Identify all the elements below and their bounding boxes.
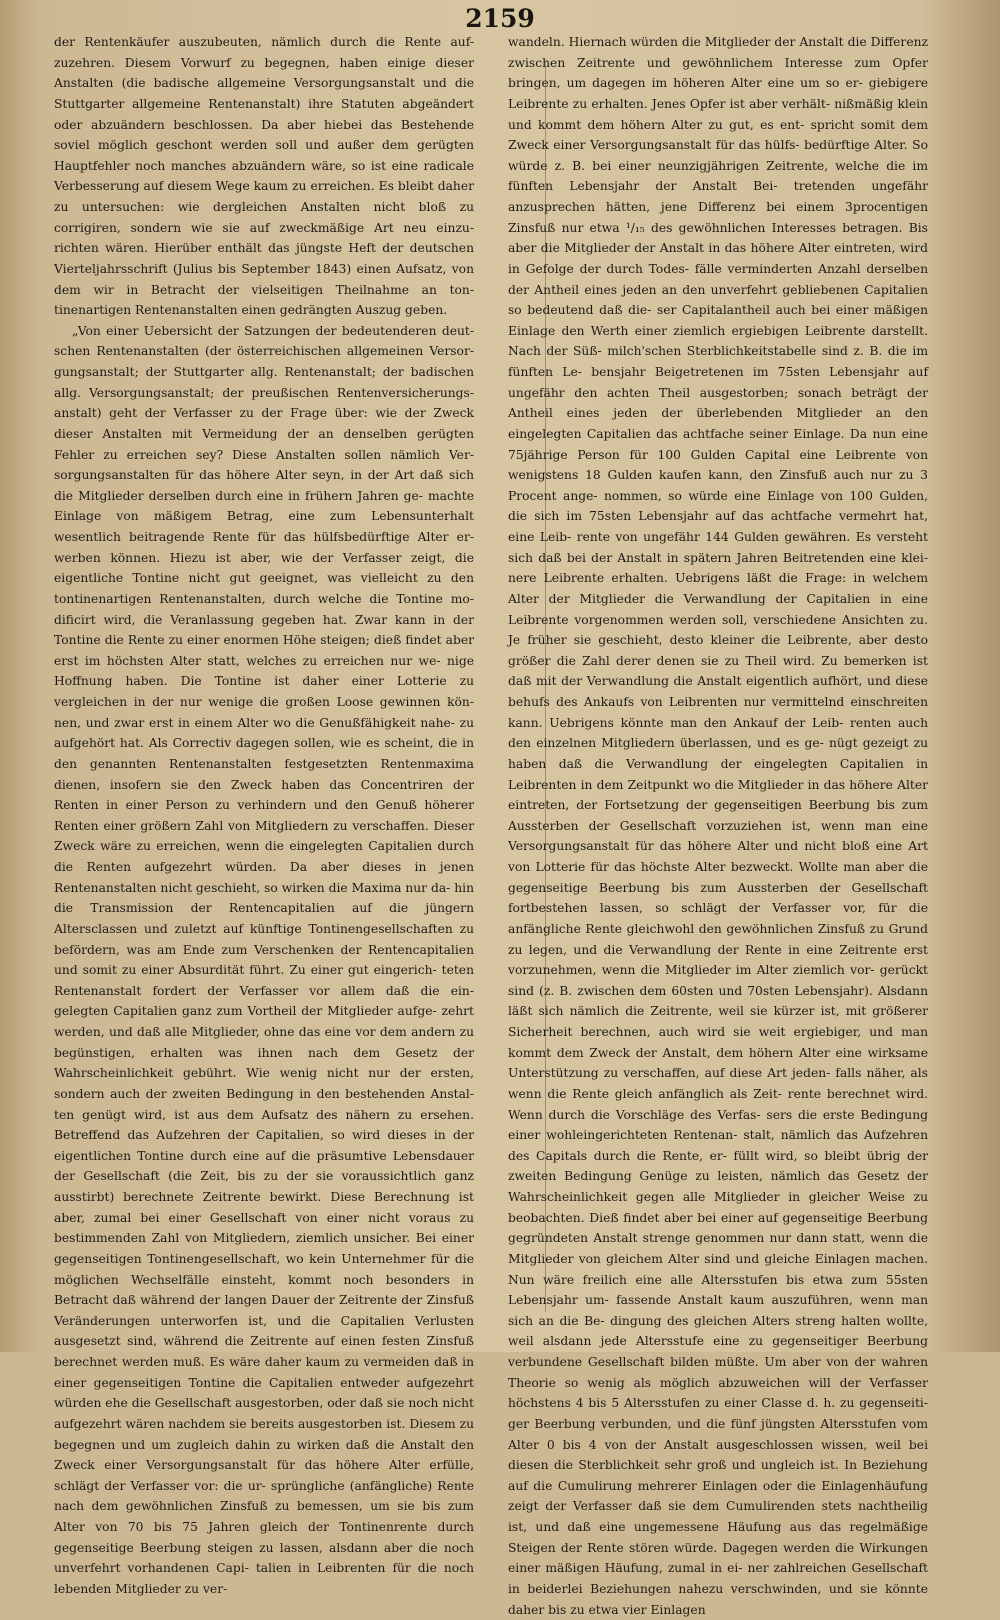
left-column <box>54 32 474 1600</box>
left-paragraph-1: der Rentenkäufer auszubeuten, nämlich durch die Rente auf- zuzehren. Diesem Vorwurf zu begegnen, haben einige dieser Anstalten (die badische allgemeine Versorgungsanstalt und die Stuttgarter allgemeine Rentenanstalt) ihre Statuten abgeändert oder abzuändern beschlossen. Da aber hiebei das Bestehende soviel möglich geschont werden soll und außer dem gerügten Hauptfehler noch manches abzuändern wäre, so ist eine radicale Verbesserung auf diesem Wege kaum zu erreichen. Es bleibt daher zu untersuchen: wie dergleichen Anstalten nicht bloß zu corrigiren, sondern wie sie auf zweckmäßige Art neu einzu- richten wären. Hierüber enthält das jüngste Heft der deutschen Vierteljahrsschrift (Julius bis September 1843) einen Aufsatz, von dem wir in Betracht der vielseitigen Theilnahme an ton- tinenartigen Rentenanstalten einen gedrängten Auszug geben. <box>54 35 474 318</box>
text-columns <box>54 32 948 1617</box>
right-paragraph-1: wandeln. Hiernach würden die Mitglieder der Anstalt die Differenz zwischen Zeitrente und gewöhnlichem Interesse zum Opfer bringen, um dagegen im höheren Alter eine um so er- giebigere Leibrente zu erhalten. Jenes Opfer ist aber verhält- nißmäßig klein und kommt dem höhern Alter zu gut, es ent- spricht somit dem Zweck einer Versorgungsanstalt für das hülfs- bedürftige Alter. So würde z. B. bei einer neunzigjährigen Zeitrente, welche die im fünften Lebensjahr der Anstalt Bei- tretenden ungefähr anzusprechen hätten, jene Differenz bei einem 3procentigen Zinsfuß nur etwa ¹/₁₅ des gewöhnlichen Interesses betragen. Bis aber die Mitglieder der Anstalt in das höhere Alter eintreten, wird in Gefolge der durch Todes- fälle verminderten Anzahl derselben der Antheil eines jeden an den unverfehrt gebliebenen Capitalien so bedeutend daß die- ser Capitalantheil auch bei einer mäßigen Einlage den Werth einer ziemlich ergiebigen Leibrente darstellt. Nach der Süß- milch'schen Sterblichkeitstabelle sind z. B. die im fünften Le- bensjahr Beigetretenen im 75sten Lebensjahr auf ungefähr den achten Theil ausgestorben; sonach beträgt der Antheil eines jeden der überlebenden Mitglieder an den eingelegten Capitalien das achtfache seiner Einlage. Da nun eine 75jährige Person für 100 Gulden Capital eine Leibrente von wenigstens 18 Gulden kaufen kann, den Zinsfuß auch nur zu 3 Procent ange- nommen, so würde eine Einlage von 100 Gulden, die sich im 75sten Lebensjahr auf das achtfache vermehrt hat, eine Leib- rente von ungefähr 144 Gulden gewähren. Es versteht sich daß bei der Anstalt in spätern Jahren Beitretenden eine klei- nere Leibrente erhalten. Uebrigens läßt die Frage: in welchem Alter der Mitglieder die Verwandlung der Capitalien in eine Leibrente vorgenommen werden soll, verschiedene Ansichten zu. Je früher sie geschieht, desto kleiner die Leibrente, aber desto größer die Zahl derer denen sie zu Theil wird. Zu bemerken ist daß mit der Verwandlung die Anstalt eigentlich aufhört, und diese behufs des Ankaufs von Leibrenten nur vermittelnd einschreiten kann. Uebrigens könnte man den Ankauf der Leib- renten auch den einzelnen Mitgliedern überlassen, und es ge- nügt gezeigt zu haben daß die Verwandlung der eingelegten Capitalien in Leibrenten in dem Zeitpunkt wo die Mitglieder in das höhere Alter eintreten, der Fortsetzung der gegenseitigen Beerbung bis zum Aussterben der Gesellschaft vorzuziehen ist, wenn man eine Versorgungsanstalt für das höhere Alter und nicht bloß eine Art von Lotterie für das höchste Alter bezweckt. Wollte man aber die gegenseitige Beerbung bis zum Aussterben der Gesellschaft fortbestehen lassen, so schlägt der Verfasser vor, für die anfängliche Rente gleichwohl den gewöhnlichen Zinsfuß zu Grund zu legen, und die Verwandlung der Rente in eine Zeitrente erst vorzunehmen, wenn die Mitglieder im Alter ziemlich vor- gerückt sind (z. B. zwischen dem 60sten und 70sten Lebensjahr). Alsdann läßt sich nämlich die Zeitrente, weil sie kürzer ist, mit größerer Sicherheit berechnen, auch wird sie weit ergiebiger, und man kommt dem Zweck der Anstalt, dem höhern Alter eine wirksame Unterstützung zu verschaffen, auf diese Art jeden- falls näher, als wenn die Rente gleich anfänglich als Zeit- rente berechnet wird. Wenn durch die Vorschläge des Verfas- sers die erste Bedingung einer wohleingerichteten Rentenan- stalt, nämlich das Aufzehren des Capitals durch die Rente, er- füllt wird, so bleibt übrig der zweiten Bedingung Genüge zu leisten, nämlich das Gesetz der Wahrscheinlichkeit gegen alle Mitglieder in gleicher Weise zu beobachten. Dieß findet aber bei einer auf gegenseitige Beerbung gegründeten Anstalt strenge genommen nur dann statt, wenn die Mitglieder von gleichem Alter sind und gleiche Einlagen machen. Nun wäre freilich eine alle Altersstufen bis etwa zum 55sten Lebensjahr um- fassende Anstalt kaum auszuführen, wenn man sich an die Be- dingung des gleichen Alters streng halten wollte, weil alsdann jede Altersstufe eine zu gegenseitiger Beerbung verbundene Gesellschaft bilden müßte. Um aber von der wahren Theorie so wenig als möglich abzuweichen will der Verfasser höchstens 4 bis 5 Altersstufen zu einer Classe d. h. zu gegenseiti- ger Beerbung verbunden, und die fünf jüngsten Altersstufen vom Alter 0 bis 4 von der Anstalt ausgeschlossen wissen, weil bei diesen die Sterblichkeit sehr groß und ungleich ist. In Beziehung auf die Cumulirung mehrerer Einlagen oder die Einlagenhäufung zeigt der Verfasser daß sie dem Cumulirenden stets nachtheilig ist, und daß eine ungemessene Häufung aus das regelmäßige Steigen der Rente stören würde. Dagegen werden die Wirkungen einer mäßigen Häufung, zumal in ei- ner zahlreichen Gesellschaft in beiderlei Beziehungen nahezu verschwinden, und sie könnte daher bis zu etwa vier Einlagen <box>508 35 928 1617</box>
right-column <box>508 32 928 1620</box>
left-paragraph-2: „Von einer Uebersicht der Satzungen der bedeutenderen deut- schen Rentenanstalten (der österreichischen allgemeinen Versor- gungsanstalt; der Stuttgarter allg. Rentenanstalt; der badischen allg. Versorgungsanstalt; der preußischen Rentenversicherungs- anstalt) geht der Verfasser zu der Frage über: wie der Zweck dieser Anstalten mit Vermeidung der an denselben gerügten Fehler zu erreichen sey? Diese Anstalten sollen nämlich Ver- sorgungsanstalten für das höhere Alter seyn, in der Art daß sich die Mitglieder derselben durch eine in frühern Jahren ge- machte Einlage von mäßigem Betrag, eine zum Lebensunterhalt wesentlich beitragende Rente für das hülfsbedürftige Alter er- werben können. Hiezu ist aber, wie der Verfasser zeigt, die eigentliche Tontine nicht gut geeignet, was vielleicht zu den tontinenartigen Rentenanstalten, durch welche die Tontine mo- dificirt wird, die Veranlassung gegeben hat. Zwar kann in der Tontine die Rente zu einer enormen Höhe steigen; dieß findet aber erst im höchsten Alter statt, welches zu erreichen nur we- nige Hoffnung haben. Die Tontine ist daher einer Lotterie zu vergleichen in der nur wenige die großen Loose gewinnen kön- nen, und zwar erst in einem Alter wo die Genußfähigkeit nahe- zu aufgehört hat. Als Correctiv dagegen sollen, wie es scheint, die in den genannten Rentenanstalten festgesetzten Rentenmaxima dienen, insofern sie den Zweck haben das Concentriren der Renten in einer Person zu verhindern und den Genuß höherer Renten einer größern Zahl von Mitgliedern zu verschaffen. Dieser Zweck wäre zu erreichen, wenn die eingelegten Capitalien durch die Renten aufgezehrt würden. Da aber dieses in jenen Rentenanstalten nicht geschieht, so wirken die Maxima nur da- hin die Transmission der Rentencapitalien auf die jüngern Altersclassen und zuletzt auf künftige Tontinengesellschaften zu befördern, was am Ende zum Verschenken der Rentencapitalien und somit zu einer Absurdität führt. Zu einer gut eingerich- teten Rentenanstalt fordert der Verfasser vor allem daß die ein- gelegten Capitalien ganz zum Vortheil der Mitglieder aufge- zehrt werden, und daß alle Mitglieder, ohne das eine vor dem andern zu begünstigen, erhalten was ihnen nach dem Gesetz der Wahrscheinlichkeit gebührt. Wie wenig nicht nur der ersten, sondern auch der zweiten Bedingung in den bestehenden Anstal- ten genügt wird, ist aus dem Aufsatz des nähern zu ersehen. Betreffend das Aufzehren der Capitalien, so wird dieses in der eigentlichen Tontine durch eine auf die präsumtive Lebensdauer der Gesellschaft (die Zeit, bis zu der sie voraussichtlich ganz ausstirbt) berechnete Zeitrente bewirkt. Diese Berechnung ist aber, zumal bei einer Gesellschaft von einer nicht voraus zu bestimmenden Zahl von Mitgliedern, ziemlich unsicher. Bei einer gegenseitigen Tontinengesellschaft, wo kein Unternehmer für die möglichen Wechselfälle einsteht, kommt noch besonders in Betracht daß während der langen Dauer der Zeitrente der Zinsfuß Veränderungen unterworfen ist, und die Capitalien Verlusten ausgesetzt sind, während die Zeitrente auf einen festen Zinsfuß berechnet werden muß. Es wäre daher kaum zu vermeiden daß in einer gegenseitigen Tontine die Capitalien entweder aufgezehrt würden ehe die Gesellschaft ausgestorben, oder daß sie noch nicht aufgezehrt wären nachdem sie bereits ausgestorben ist. Diesem zu begegnen und um zugleich dahin zu wirken daß die Anstalt den Zweck einer Versorgungsanstalt für das höhere Alter erfülle, schlägt der Verfasser vor: die ur- sprüngliche (anfängliche) Rente nach dem gewöhnlichen Zinsfuß zu bemessen, um sie bis zum Alter von 70 bis 75 Jahren gleich der Tontinenrente durch gegenseitige Beerbung steigen zu lassen, alsdann aber die noch unverfehrt vorhandenen Capi- talien in Leibrenten für die noch lebenden Mitglieder zu ver- <box>54 323 474 1596</box>
page-number: 2159 <box>465 4 535 33</box>
